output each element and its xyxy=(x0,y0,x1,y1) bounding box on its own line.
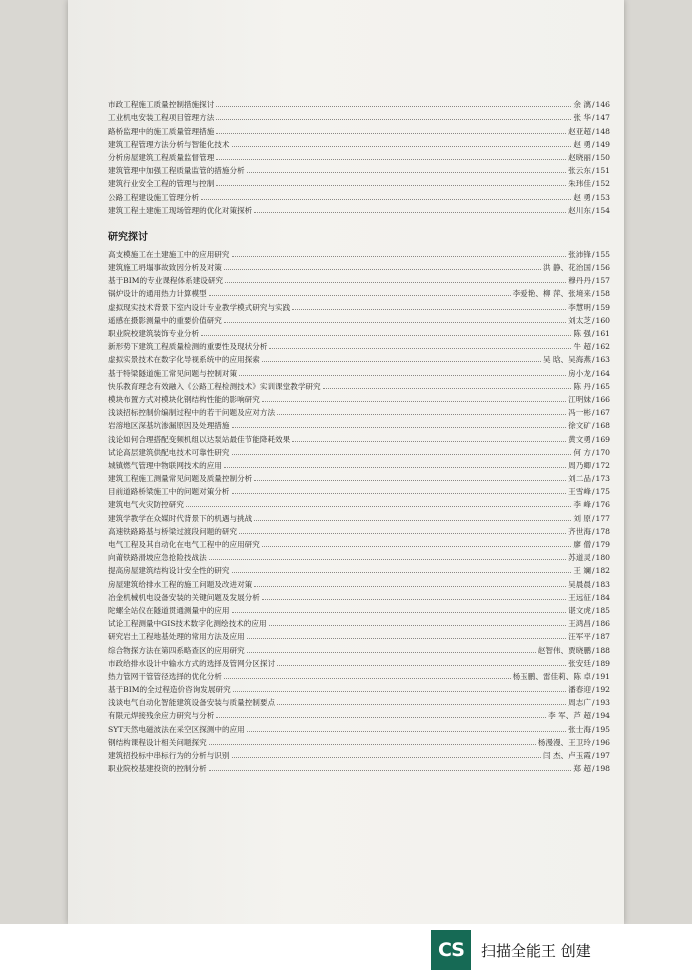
section-heading: 研究探讨 xyxy=(108,231,148,243)
page-separator: / xyxy=(591,737,595,747)
toc-entry xyxy=(108,259,610,272)
entry-title: 工业机电安装工程项目管理方法 xyxy=(108,113,215,123)
entry-author: 谌文虎 xyxy=(568,605,591,615)
dot-leader xyxy=(233,691,566,692)
dot-leader xyxy=(209,559,566,560)
table-of-contents xyxy=(108,96,610,773)
dot-leader xyxy=(224,467,566,468)
page-separator: / xyxy=(591,289,595,299)
entry-author: 刘太芝 xyxy=(568,315,591,325)
toc-entry xyxy=(108,404,610,417)
entry-title: 建筑行业安全工程的管理与控制 xyxy=(108,179,215,189)
entry-author: 刘 原 xyxy=(573,513,591,523)
page-separator: / xyxy=(591,605,595,615)
toc-entry xyxy=(108,615,610,628)
page-separator: / xyxy=(591,276,595,286)
toc-entry xyxy=(108,747,610,760)
entry-author: 李爱艳、柳 萍、张境来 xyxy=(512,289,591,299)
entry-author: 张云东 xyxy=(568,166,591,176)
entry-title: 高支模施工在土建施工中的应用研究 xyxy=(108,249,230,259)
entry-page: 169 xyxy=(595,434,610,444)
toc-entry xyxy=(108,496,610,509)
entry-author: 牛 超 xyxy=(573,342,591,352)
entry-author: 赵智伟、贾晓鹏 xyxy=(537,645,591,655)
page-separator: / xyxy=(591,179,595,189)
entry-author: 李 峰 xyxy=(573,500,591,510)
entry-author: 余 漓 xyxy=(573,100,591,110)
dot-leader xyxy=(209,295,511,296)
entry-title: 试论高层建筑供配电技术可靠性研究 xyxy=(108,447,230,457)
entry-author: 张安廷 xyxy=(568,658,591,668)
page-separator: / xyxy=(591,434,595,444)
dot-leader xyxy=(323,388,572,389)
page-separator: / xyxy=(591,421,595,431)
toc-entry xyxy=(108,298,610,311)
entry-page: 184 xyxy=(595,592,610,602)
toc-entry xyxy=(108,364,610,377)
page-separator: / xyxy=(591,368,595,378)
toc-entry xyxy=(108,162,610,175)
entry-author: 张沛锋 xyxy=(568,249,591,259)
page-separator: / xyxy=(591,205,595,215)
entry-author: 陈 强 xyxy=(573,329,591,338)
entry-page: 156 xyxy=(595,263,610,273)
toc-entry xyxy=(108,175,610,188)
entry-title: 遥感在摄影测量中的重要价值研究 xyxy=(108,315,222,325)
entry-title: 锅炉设计的通用热力计算模型 xyxy=(108,289,207,299)
entry-page: 177 xyxy=(595,513,610,523)
page-separator: / xyxy=(591,751,595,760)
entry-title: 试论工程测量中GIS技术数字化测绘技术的应用 xyxy=(108,619,267,629)
entry-page: 183 xyxy=(595,579,610,589)
entry-title: 职业院校建筑装饰专业分析 xyxy=(108,329,200,338)
entry-page: 192 xyxy=(595,685,610,695)
dot-leader xyxy=(292,441,566,442)
dot-leader xyxy=(232,454,572,455)
entry-author: 王远征 xyxy=(568,592,591,602)
dot-leader xyxy=(216,106,571,107)
entry-author: 赵川东 xyxy=(568,205,591,215)
toc-entry xyxy=(108,589,610,602)
dot-leader xyxy=(277,704,566,705)
page-separator: / xyxy=(591,724,595,734)
toc-entry xyxy=(108,338,610,351)
entry-page: 157 xyxy=(595,276,610,286)
entry-title: 建筑招投标中串标行为的分析与识别 xyxy=(108,751,230,760)
entry-author: 周乃卿 xyxy=(568,460,591,470)
toc-entry xyxy=(108,628,610,641)
entry-title: 浅谈电气自动化智能建筑设备安装与质量控制要点 xyxy=(108,698,276,708)
entry-title: 建筑电气火灾防控研究 xyxy=(108,500,184,510)
entry-author: 徐文矿 xyxy=(568,421,591,431)
dot-leader xyxy=(247,638,566,639)
entry-author: 闫 杰、卢玉霞 xyxy=(542,751,591,760)
entry-page: 153 xyxy=(595,192,610,202)
entry-page: 187 xyxy=(595,632,610,642)
entry-page: 186 xyxy=(595,619,610,629)
page-separator: / xyxy=(591,139,595,149)
entry-title: 基于BIM的全过程造价咨询发展研究 xyxy=(108,685,231,695)
toc-entry xyxy=(108,760,610,773)
page-separator: / xyxy=(591,658,595,668)
page-separator: / xyxy=(591,329,595,338)
toc-entry xyxy=(108,549,610,562)
page-separator: / xyxy=(591,394,595,404)
entry-page: 179 xyxy=(595,540,610,549)
page-separator: / xyxy=(591,447,595,457)
entry-page: 154 xyxy=(595,205,610,215)
entry-page: 168 xyxy=(595,421,610,431)
dot-leader xyxy=(232,256,567,257)
toc-entry xyxy=(108,641,610,654)
entry-title: 高速铁路路基与桥梁过渡段问题的研究 xyxy=(108,526,238,536)
entry-title: 虚拟实景技术在数字化导视系统中的应用探索 xyxy=(108,355,260,365)
entry-page: 196 xyxy=(595,737,610,747)
entry-title: 建筑工程管理方法分析与智能化技术 xyxy=(108,139,230,149)
entry-title: 房屋建筑给排水工程的施工问题及改进对策 xyxy=(108,579,253,589)
entry-title: 快乐教育理念有效融入《公路工程检测技术》实训课堂教学研究 xyxy=(108,381,321,391)
entry-title: 电气工程及其自动化在电气工程中的应用研究 xyxy=(108,540,260,549)
entry-author: 赵亚超 xyxy=(568,126,591,136)
entry-author: 房小龙 xyxy=(568,368,591,378)
entry-page: 158 xyxy=(595,289,610,299)
toc-entry xyxy=(108,188,610,201)
entry-author: 张 华 xyxy=(573,113,591,123)
toc-entry xyxy=(108,391,610,404)
entry-title: 公路工程建设施工管理分析 xyxy=(108,192,200,202)
page-separator: / xyxy=(591,500,595,510)
toc-entry xyxy=(108,96,610,109)
toc-entry xyxy=(108,109,610,122)
toc-entry xyxy=(108,149,610,162)
entry-title: 建筑学教学在众媒时代背景下的机遇与挑战 xyxy=(108,513,253,523)
entry-author: 洪 静、花治国 xyxy=(542,263,591,273)
page-separator: / xyxy=(591,592,595,602)
dot-leader xyxy=(247,652,536,653)
toc-entry xyxy=(108,470,610,483)
entry-page: 149 xyxy=(595,139,610,149)
dot-leader xyxy=(232,572,572,573)
toc-entry xyxy=(108,562,610,575)
entry-page: 188 xyxy=(595,645,610,655)
dot-leader xyxy=(216,717,546,718)
entry-title: 目前道路桥梁施工中的问题对策分析 xyxy=(108,487,230,497)
toc-entry xyxy=(108,325,610,338)
page-separator: / xyxy=(591,619,595,629)
entry-page: 162 xyxy=(595,342,610,352)
entry-title: 基于特梁隧道施工常见问题与控制对策 xyxy=(108,368,238,378)
entry-author: 赵 勇 xyxy=(573,192,591,202)
page-separator: / xyxy=(591,566,595,576)
entry-author: 齐世海 xyxy=(568,526,591,536)
entry-page: 185 xyxy=(595,605,610,615)
dot-leader xyxy=(232,612,567,613)
entry-page: 161 xyxy=(595,329,610,338)
page-separator: / xyxy=(591,579,595,589)
entry-page: 150 xyxy=(595,152,610,162)
toc-entry xyxy=(108,246,610,259)
dot-leader xyxy=(254,480,566,481)
page-separator: / xyxy=(591,487,595,497)
toc-entry xyxy=(108,694,610,707)
entry-author: 杨漫漫、王卫玲 xyxy=(537,737,591,747)
entry-title: 建筑工程土建施工现场管理的优化对策探析 xyxy=(108,205,253,215)
entry-title: 有限元焊接残余应力研究与分析 xyxy=(108,711,215,721)
entry-author: 王 斓 xyxy=(573,566,591,576)
entry-title: 热力管网干管管径选择的优化分析 xyxy=(108,671,222,681)
page-separator: / xyxy=(591,315,595,325)
entry-page: 193 xyxy=(595,698,610,708)
page-separator: / xyxy=(591,408,595,418)
dot-leader xyxy=(216,159,566,160)
toc-entry xyxy=(108,430,610,443)
entry-page: 155 xyxy=(595,249,610,259)
page-separator: / xyxy=(591,553,595,563)
entry-author: 王鸿昌 xyxy=(568,619,591,629)
page-separator: / xyxy=(591,302,595,312)
entry-author: 潘春迎 xyxy=(568,685,591,695)
entry-title: 建筑工程施工测量常见问题及质量控制分析 xyxy=(108,474,253,484)
toc-entry xyxy=(108,417,610,430)
dot-leader xyxy=(224,322,566,323)
entry-page: 165 xyxy=(595,381,610,391)
entry-title: 陀螺全站仪在隧道贯通测量中的应用 xyxy=(108,605,230,615)
entry-title: 钢结构课程设计相关问题探究 xyxy=(108,737,207,747)
toc-entry xyxy=(108,136,610,149)
toc-entry xyxy=(108,681,610,694)
dot-leader xyxy=(201,335,571,336)
page-separator: / xyxy=(591,711,595,721)
page-separator: / xyxy=(591,166,595,176)
entry-author: 黄文勇 xyxy=(568,434,591,444)
entry-author: 郑 超 xyxy=(573,764,591,774)
entry-title: 研究岩土工程地基处理的常用方法及应用 xyxy=(108,632,245,642)
entry-title: SYT天然电磁波法在采空区探测中的应用 xyxy=(108,724,245,734)
toc-entry xyxy=(108,457,610,470)
page-separator: / xyxy=(591,645,595,655)
dot-leader xyxy=(262,401,566,402)
dot-leader xyxy=(277,665,566,666)
page-separator: / xyxy=(591,698,595,708)
camscanner-logo: CS xyxy=(431,930,471,970)
entry-page: 170 xyxy=(595,447,610,457)
entry-author: 吴晨晨 xyxy=(568,579,591,589)
entry-title: 建筑施工坍塌事故致因分析及对策 xyxy=(108,263,222,273)
toc-entry xyxy=(108,444,610,457)
dot-leader xyxy=(224,678,511,679)
toc-entry xyxy=(108,378,610,391)
toc-entry xyxy=(108,707,610,720)
entry-author: 汪军平 xyxy=(568,632,591,642)
entry-title: 路桥监理中的施工质量管理措施 xyxy=(108,126,215,136)
scanner-watermark xyxy=(431,930,591,970)
dot-leader xyxy=(247,731,566,732)
entry-page: 194 xyxy=(595,711,610,721)
page-separator: / xyxy=(591,540,595,549)
entry-title: 基于BIM的专业课程体系建设研究 xyxy=(108,276,224,286)
entry-title: 向莆铁路滑坡应急抢险技战法 xyxy=(108,553,207,563)
dot-leader xyxy=(232,757,541,758)
entry-page: 198 xyxy=(595,764,610,774)
entry-page: 166 xyxy=(595,394,610,404)
entry-title: 市政给排水设计中输水方式的选择及管网分区探讨 xyxy=(108,658,276,668)
entry-author: 陈 丹 xyxy=(573,381,591,391)
toc-entry xyxy=(108,523,610,536)
dot-leader xyxy=(247,172,566,173)
toc-entry xyxy=(108,734,610,747)
entry-page: 182 xyxy=(595,566,610,576)
entry-page: 176 xyxy=(595,500,610,510)
toc-entry xyxy=(108,536,610,549)
page-separator: / xyxy=(591,764,595,774)
entry-title: 岩溶地区深基坑渗漏原因及处理措施 xyxy=(108,421,230,431)
entry-page: 175 xyxy=(595,487,610,497)
page-separator: / xyxy=(591,263,595,273)
dot-leader xyxy=(254,212,566,213)
toc-entry xyxy=(108,483,610,496)
page-separator: / xyxy=(591,355,595,365)
dot-leader xyxy=(209,744,536,745)
dot-leader xyxy=(269,348,571,349)
toc-entry xyxy=(108,655,610,668)
page-separator: / xyxy=(591,113,595,123)
entry-author: 廖 僧 xyxy=(573,540,591,549)
dot-leader xyxy=(239,375,566,376)
entry-page: 191 xyxy=(595,671,610,681)
entry-page: 197 xyxy=(595,751,610,760)
toc-entry xyxy=(108,285,610,298)
dot-leader xyxy=(292,309,566,310)
page-separator: / xyxy=(591,671,595,681)
page-separator: / xyxy=(591,249,595,259)
dot-leader xyxy=(262,546,571,547)
entry-title: 城镇燃气管理中物联网技术的应用 xyxy=(108,460,222,470)
page-separator: / xyxy=(591,192,595,202)
entry-title: 分析房屋建筑工程质量监督管理 xyxy=(108,152,215,162)
watermark-text: 扫描全能王 创建 xyxy=(481,941,591,960)
entry-page: 147 xyxy=(595,113,610,123)
dot-leader xyxy=(216,119,571,120)
dot-leader xyxy=(262,599,566,600)
page-separator: / xyxy=(591,126,595,136)
dot-leader xyxy=(232,427,567,428)
toc-entry xyxy=(108,312,610,325)
entry-author: 吴 晗、吴海燕 xyxy=(542,355,591,365)
dot-leader xyxy=(209,770,572,771)
entry-page: 195 xyxy=(595,724,610,734)
entry-author: 赵晓丽 xyxy=(568,152,591,162)
dot-leader xyxy=(232,493,567,494)
entry-title: 新形势下建筑工程质量检测的重要性及现状分析 xyxy=(108,342,268,352)
entry-author: 穆丹丹 xyxy=(568,276,591,286)
page-separator: / xyxy=(591,474,595,484)
entry-page: 173 xyxy=(595,474,610,484)
entry-author: 冯一彬 xyxy=(568,408,591,418)
entry-title: 浅论如何合理搭配变频机组以达泵站最佳节能降耗效果 xyxy=(108,434,291,444)
entry-page: 178 xyxy=(595,526,610,536)
dot-leader xyxy=(225,282,566,283)
toc-entry xyxy=(108,122,610,135)
dot-leader xyxy=(186,506,571,507)
entry-page: 160 xyxy=(595,315,610,325)
dot-leader xyxy=(254,586,566,587)
dot-leader xyxy=(216,185,566,186)
entry-title: 虚拟现实技术背景下室内设计专业教学模式研究与实践 xyxy=(108,302,291,312)
toc-entry xyxy=(108,351,610,364)
page-separator: / xyxy=(591,632,595,642)
entry-author: 杨玉鹏、雷佳莉、陈 卓 xyxy=(512,671,591,681)
entry-author: 王雪峰 xyxy=(568,487,591,497)
page-separator: / xyxy=(591,342,595,352)
dot-leader xyxy=(277,414,566,415)
toc-entry xyxy=(108,272,610,285)
entry-page: 152 xyxy=(595,179,610,189)
entry-page: 180 xyxy=(595,553,610,563)
entry-title: 市政工程施工质量控制措施探讨 xyxy=(108,100,215,110)
page-separator: / xyxy=(591,152,595,162)
entry-page: 167 xyxy=(595,408,610,418)
entry-author: 苏道灵 xyxy=(568,553,591,563)
dot-leader xyxy=(216,133,566,134)
dot-leader xyxy=(254,520,571,521)
dot-leader xyxy=(269,625,567,626)
entry-title: 模块布置方式对模块化钢结构性能的影响研究 xyxy=(108,394,260,404)
dot-leader xyxy=(239,533,566,534)
entry-author: 朱玮佳 xyxy=(568,179,591,189)
entry-title: 冶金机械机电设备安装的关键问题及发展分析 xyxy=(108,592,260,602)
entry-page: 159 xyxy=(595,302,610,312)
entry-author: 李慧明 xyxy=(568,302,591,312)
entry-title: 建筑管理中加强工程质量监管的措施分析 xyxy=(108,166,245,176)
toc-entry xyxy=(108,202,610,215)
entry-author: 刘二品 xyxy=(568,474,591,484)
dot-leader xyxy=(262,361,541,362)
page-separator: / xyxy=(591,685,595,695)
entry-page: 172 xyxy=(595,460,610,470)
entry-title: 职业院校基建投资的控制分析 xyxy=(108,764,207,774)
toc-entry xyxy=(108,668,610,681)
entry-page: 151 xyxy=(595,166,610,176)
dot-leader xyxy=(201,199,571,200)
page-separator: / xyxy=(591,460,595,470)
entry-title: 提高房屋建筑结构设计安全性的研究 xyxy=(108,566,230,576)
entry-page: 189 xyxy=(595,658,610,668)
dot-leader xyxy=(224,269,541,270)
toc-entry xyxy=(108,509,610,522)
entry-author: 何 方 xyxy=(573,447,591,457)
toc-entry xyxy=(108,720,610,733)
entry-page: 148 xyxy=(595,126,610,136)
page-separator: / xyxy=(591,381,595,391)
entry-author: 李 军、芦 超 xyxy=(548,711,591,721)
entry-title: 浅谈招标控制价编制过程中的若干问题及应对方法 xyxy=(108,408,276,418)
page-separator: / xyxy=(591,100,595,110)
entry-author: 张士海 xyxy=(568,724,591,734)
page-separator: / xyxy=(591,526,595,536)
page-separator: / xyxy=(591,513,595,523)
entry-title: 综合物探方法在第四系略查区的应用研究 xyxy=(108,645,245,655)
entry-author: 周志广 xyxy=(568,698,591,708)
entry-page: 163 xyxy=(595,355,610,365)
toc-entry xyxy=(108,575,610,588)
toc-entry xyxy=(108,602,610,615)
entry-author: 江明妹 xyxy=(568,394,591,404)
entry-page: 146 xyxy=(595,100,610,110)
entry-author: 赵 勇 xyxy=(573,139,591,149)
entry-page: 164 xyxy=(595,368,610,378)
dot-leader xyxy=(232,146,572,147)
